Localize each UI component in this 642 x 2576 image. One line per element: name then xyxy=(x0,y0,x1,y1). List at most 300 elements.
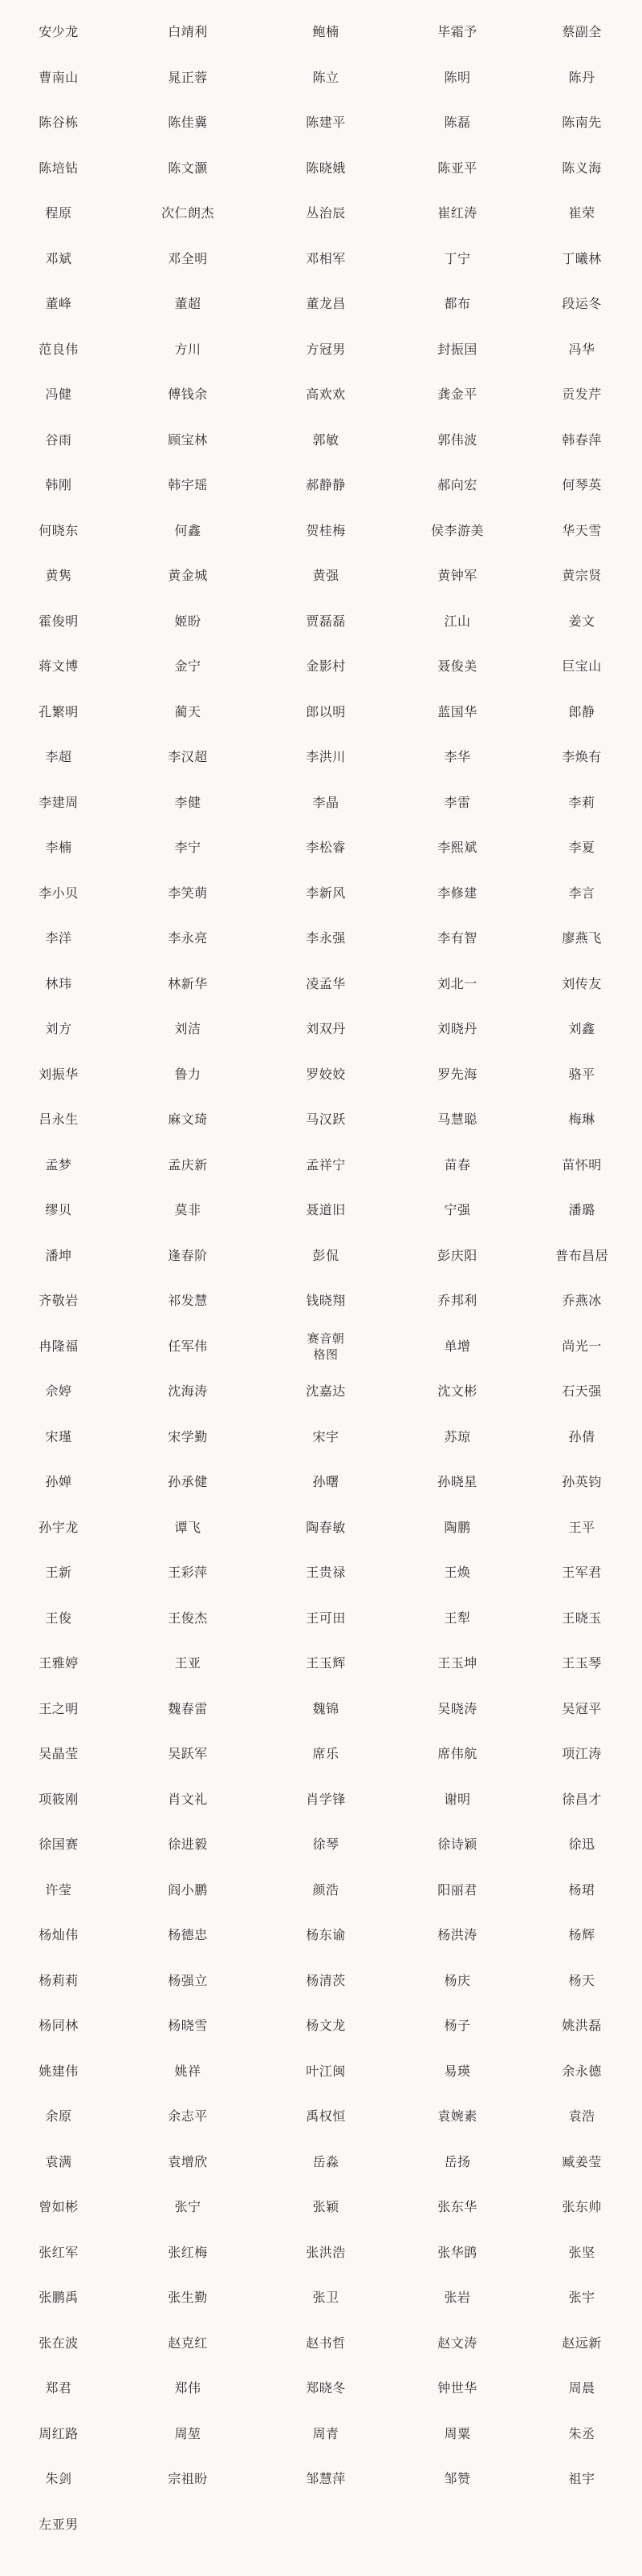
name-text: 周堃 xyxy=(174,2425,201,2441)
name-cell xyxy=(117,191,258,237)
name-text: 杨洪涛 xyxy=(437,1927,477,1943)
name-text: 贡发芹 xyxy=(562,387,602,403)
name-cell xyxy=(393,1278,522,1324)
name-cell xyxy=(117,463,258,508)
name-text: 梅琳 xyxy=(568,1112,595,1128)
name-text: 岳淼 xyxy=(312,2153,339,2169)
name-text: 朱剑 xyxy=(45,2471,72,2487)
name-cell xyxy=(393,1505,522,1551)
name-text: 许莹 xyxy=(45,1881,72,1898)
name-cell xyxy=(522,1641,642,1687)
name-text: 麻文琦 xyxy=(168,1112,208,1128)
name-text: 王俊 xyxy=(45,1610,72,1626)
name-cell xyxy=(522,1868,642,1914)
name-text: 宋宇 xyxy=(312,1428,339,1444)
name-text: 崔荣 xyxy=(568,205,595,221)
name-cell xyxy=(0,871,117,917)
name-cell xyxy=(522,2366,642,2412)
name-cell xyxy=(522,1505,642,1551)
name-cell xyxy=(393,553,522,599)
name-cell xyxy=(393,1007,522,1052)
name-text: 杨天 xyxy=(568,1972,595,1988)
name-text: 李汉超 xyxy=(168,749,208,765)
name-cell xyxy=(258,55,393,101)
name-cell xyxy=(117,1596,258,1642)
name-cell xyxy=(117,2140,258,2185)
name-text: 王平 xyxy=(568,1519,595,1535)
name-cell xyxy=(522,871,642,917)
name-cell xyxy=(0,825,117,871)
name-cell xyxy=(393,1822,522,1868)
name-cell xyxy=(258,1958,393,2004)
name-text: 杨晓雪 xyxy=(168,2018,208,2034)
name-cell xyxy=(258,1143,393,1189)
name-text: 鲁力 xyxy=(174,1066,201,1082)
name-cell xyxy=(0,2275,117,2321)
name-text: 郑晓冬 xyxy=(306,2380,346,2396)
name-text: 陈亚平 xyxy=(437,160,477,176)
name-cell xyxy=(0,1868,117,1914)
name-cell xyxy=(117,2003,258,2049)
name-cell xyxy=(522,1052,642,1098)
name-cell xyxy=(117,1868,258,1914)
name-text: 肖文礼 xyxy=(168,1791,208,1807)
name-cell xyxy=(258,916,393,962)
name-cell xyxy=(258,191,393,237)
name-cell xyxy=(0,2412,117,2457)
name-text: 朱丞 xyxy=(568,2425,595,2441)
name-cell xyxy=(522,463,642,508)
name-text: 林玮 xyxy=(45,975,72,991)
name-text: 刘方 xyxy=(45,1021,72,1037)
name-cell xyxy=(522,100,642,146)
name-text: 张红梅 xyxy=(168,2244,208,2260)
name-cell xyxy=(258,690,393,735)
name-text: 郝静静 xyxy=(306,477,346,493)
name-cell xyxy=(258,418,393,464)
name-text: 王焕 xyxy=(444,1565,471,1581)
name-text: 范良伟 xyxy=(39,341,79,357)
name-text: 孟梦 xyxy=(45,1156,72,1173)
name-cell xyxy=(522,690,642,735)
name-cell xyxy=(0,1415,117,1460)
name-text: 张岩 xyxy=(444,2290,471,2306)
name-cell xyxy=(0,1460,117,1505)
name-text: 徐诗颖 xyxy=(437,1837,477,1853)
name-text: 马慧聪 xyxy=(437,1112,477,1128)
name-text: 顾宝林 xyxy=(168,431,208,448)
name-text: 金影村 xyxy=(306,658,346,674)
name-cell xyxy=(393,508,522,554)
name-cell xyxy=(117,237,258,282)
name-text: 李超 xyxy=(45,749,72,765)
name-cell xyxy=(522,825,642,871)
name-cell xyxy=(258,1822,393,1868)
name-text: 蔺天 xyxy=(174,703,201,719)
name-cell xyxy=(117,1505,258,1551)
name-text: 王犁 xyxy=(444,1610,471,1626)
name-cell xyxy=(522,237,642,282)
name-text: 巨宝山 xyxy=(562,658,602,674)
name-cell xyxy=(393,418,522,464)
name-text: 易瑛 xyxy=(444,2063,471,2079)
name-cell xyxy=(258,1007,393,1052)
name-text: 杨强立 xyxy=(168,1972,208,1988)
name-cell xyxy=(258,10,393,55)
name-cell xyxy=(393,599,522,645)
name-cell xyxy=(393,1052,522,1098)
name-cell xyxy=(258,1732,393,1777)
name-text: 鲍楠 xyxy=(312,24,339,40)
name-cell xyxy=(117,1822,258,1868)
name-text: 赛音朝格图 xyxy=(307,1331,345,1362)
name-cell xyxy=(522,1596,642,1642)
name-cell xyxy=(522,780,642,826)
name-text: 陈南先 xyxy=(562,115,602,131)
name-text: 彭庆阳 xyxy=(437,1247,477,1263)
name-cell xyxy=(117,100,258,146)
name-text: 逢春阶 xyxy=(168,1247,208,1263)
name-text: 乔邦利 xyxy=(437,1293,477,1309)
name-cell xyxy=(0,2321,117,2367)
name-cell xyxy=(258,644,393,690)
name-text: 邹赞 xyxy=(444,2471,471,2487)
name-cell xyxy=(522,1324,642,1370)
name-cell xyxy=(393,1596,522,1642)
name-text: 赵远新 xyxy=(562,2335,602,2351)
name-cell xyxy=(0,644,117,690)
name-cell xyxy=(258,2185,393,2230)
name-text: 骆平 xyxy=(568,1066,595,1082)
name-cell xyxy=(0,735,117,780)
name-text: 彭侃 xyxy=(312,1247,339,1263)
name-text: 高欢欢 xyxy=(306,387,346,403)
name-text: 李洋 xyxy=(45,930,72,946)
name-text: 罗姣姣 xyxy=(306,1066,346,1082)
name-cell xyxy=(522,418,642,464)
name-text: 张卫 xyxy=(312,2290,339,2306)
name-cell xyxy=(117,1641,258,1687)
name-cell xyxy=(117,1143,258,1189)
name-text: 贺桂梅 xyxy=(306,522,346,538)
name-cell xyxy=(393,871,522,917)
name-cell xyxy=(258,1687,393,1732)
name-text: 王新 xyxy=(45,1565,72,1581)
name-cell xyxy=(522,2049,642,2095)
name-text: 吴冠平 xyxy=(562,1700,602,1716)
name-text: 吴晶莹 xyxy=(39,1746,79,1762)
name-cell xyxy=(117,2457,258,2502)
name-text: 姜文 xyxy=(568,613,595,629)
name-cell xyxy=(522,2003,642,2049)
name-cell xyxy=(522,1460,642,1505)
name-cell xyxy=(393,1324,522,1370)
name-cell xyxy=(117,1233,258,1279)
name-text: 邓全明 xyxy=(168,250,208,266)
name-text: 邓相军 xyxy=(306,250,346,266)
name-text: 袁浩 xyxy=(568,2108,595,2124)
name-text: 霍俊明 xyxy=(39,613,79,629)
name-cell xyxy=(117,1732,258,1777)
name-cell xyxy=(258,100,393,146)
name-text: 郎以明 xyxy=(306,703,346,719)
name-cell xyxy=(522,1143,642,1189)
name-text: 任军伟 xyxy=(168,1338,208,1354)
name-text: 姚建伟 xyxy=(39,2063,79,2079)
name-cell xyxy=(117,690,258,735)
name-cell xyxy=(393,1958,522,2004)
name-cell xyxy=(393,281,522,327)
name-cell xyxy=(117,146,258,192)
name-cell xyxy=(0,1822,117,1868)
name-cell xyxy=(0,1505,117,1551)
name-cell xyxy=(258,2230,393,2276)
name-text: 魏锦 xyxy=(312,1700,339,1716)
name-text: 孔繁明 xyxy=(39,703,79,719)
name-text: 苗怀明 xyxy=(562,1156,602,1173)
name-text: 傅钱余 xyxy=(168,387,208,403)
name-cell xyxy=(0,2140,117,2185)
name-text: 孟庆新 xyxy=(168,1156,208,1173)
name-cell xyxy=(258,962,393,1007)
name-text: 董超 xyxy=(174,296,201,312)
name-text: 吴跃军 xyxy=(168,1746,208,1762)
name-text: 杨子 xyxy=(444,2018,471,2034)
name-cell xyxy=(117,1913,258,1958)
name-text: 张颖 xyxy=(312,2199,339,2215)
name-text: 刘洁 xyxy=(174,1021,201,1037)
name-text: 陈义海 xyxy=(562,160,602,176)
name-text: 何鑫 xyxy=(174,522,201,538)
name-cell xyxy=(258,372,393,418)
name-text: 杨同林 xyxy=(39,2018,79,2034)
name-text: 张洪浩 xyxy=(306,2244,346,2260)
name-text: 宋学勤 xyxy=(168,1428,208,1444)
name-text: 李建周 xyxy=(39,794,79,810)
name-text: 王军君 xyxy=(562,1565,602,1581)
name-text: 佘婷 xyxy=(45,1383,72,1399)
name-text: 李楠 xyxy=(45,840,72,856)
name-cell xyxy=(522,1958,642,2004)
name-cell xyxy=(0,1007,117,1052)
name-text: 颜浩 xyxy=(312,1881,339,1898)
name-text: 席乐 xyxy=(312,1746,339,1762)
name-text: 姚洪磊 xyxy=(562,2018,602,2034)
name-text: 孙晓星 xyxy=(437,1474,477,1490)
name-cell xyxy=(522,553,642,599)
name-cell xyxy=(0,463,117,508)
name-cell xyxy=(522,191,642,237)
name-cell xyxy=(0,1188,117,1233)
name-text: 乔燕冰 xyxy=(562,1293,602,1309)
name-cell xyxy=(522,599,642,645)
name-text: 杨辉 xyxy=(568,1927,595,1943)
name-text: 祁发慧 xyxy=(168,1293,208,1309)
name-cell xyxy=(0,2230,117,2276)
name-text: 韩刚 xyxy=(45,477,72,493)
name-text: 何晓东 xyxy=(39,522,79,538)
name-cell xyxy=(393,2321,522,2367)
name-cell xyxy=(393,1641,522,1687)
name-text: 阳丽君 xyxy=(437,1881,477,1898)
name-cell xyxy=(0,146,117,192)
name-cell xyxy=(393,1460,522,1505)
name-cell xyxy=(0,418,117,464)
name-cell xyxy=(117,2275,258,2321)
name-text: 张华鹍 xyxy=(437,2244,477,2260)
name-cell xyxy=(258,237,393,282)
name-text: 徐琴 xyxy=(312,1837,339,1853)
name-text: 沈海涛 xyxy=(168,1383,208,1399)
name-cell xyxy=(117,599,258,645)
name-text: 赵克红 xyxy=(168,2335,208,2351)
name-text: 钟世华 xyxy=(437,2380,477,2396)
name-cell xyxy=(393,10,522,55)
name-text: 缪贝 xyxy=(45,1202,72,1218)
name-cell xyxy=(522,2140,642,2185)
name-cell xyxy=(522,2457,642,2502)
name-text: 宁强 xyxy=(444,1202,471,1218)
name-cell xyxy=(522,1550,642,1596)
name-text: 黄强 xyxy=(312,568,339,584)
name-cell xyxy=(0,1233,117,1279)
name-text: 周粟 xyxy=(444,2425,471,2441)
name-cell xyxy=(522,1188,642,1233)
name-cell xyxy=(522,281,642,327)
name-cell xyxy=(0,2457,117,2502)
name-text: 王玉辉 xyxy=(306,1655,346,1671)
name-cell xyxy=(258,735,393,780)
name-cell xyxy=(0,1369,117,1415)
name-text: 杨莉莉 xyxy=(39,1972,79,1988)
name-cell xyxy=(522,2412,642,2457)
name-text: 莫非 xyxy=(174,1202,201,1218)
name-cell xyxy=(258,1505,393,1551)
name-cell xyxy=(0,10,117,55)
name-cell xyxy=(522,1822,642,1868)
name-text: 潘璐 xyxy=(568,1202,595,1218)
name-text: 岳扬 xyxy=(444,2153,471,2169)
name-text: 杨灿伟 xyxy=(39,1927,79,1943)
name-cell xyxy=(522,1913,642,1958)
name-text: 陈明 xyxy=(444,69,471,85)
name-cell xyxy=(117,2412,258,2457)
name-cell xyxy=(393,2275,522,2321)
name-cell xyxy=(393,2140,522,2185)
name-text: 侯李游美 xyxy=(430,522,484,538)
name-cell xyxy=(117,1415,258,1460)
name-cell xyxy=(0,2003,117,2049)
name-cell xyxy=(258,1278,393,1324)
name-cell xyxy=(522,2275,642,2321)
name-text: 席伟航 xyxy=(437,1746,477,1762)
name-cell xyxy=(0,327,117,373)
name-cell xyxy=(258,2412,393,2457)
name-text: 陶春敏 xyxy=(306,1519,346,1535)
name-cell xyxy=(258,1097,393,1143)
name-cell xyxy=(258,1324,393,1370)
name-text: 黄钟军 xyxy=(437,568,477,584)
name-text: 杨东谕 xyxy=(306,1927,346,1943)
name-cell xyxy=(0,100,117,146)
name-cell xyxy=(393,962,522,1007)
name-text: 刘晓丹 xyxy=(437,1021,477,1037)
name-cell xyxy=(393,2412,522,2457)
name-text: 晁正蓉 xyxy=(168,69,208,85)
name-text: 马汉跃 xyxy=(306,1112,346,1128)
name-text: 陈文灏 xyxy=(168,160,208,176)
name-cell xyxy=(117,2094,258,2140)
name-cell xyxy=(0,2185,117,2230)
name-cell xyxy=(258,780,393,826)
name-cell xyxy=(258,2003,393,2049)
name-text: 安少龙 xyxy=(39,24,79,40)
name-text: 苏琼 xyxy=(444,1428,471,1444)
name-text: 李宁 xyxy=(174,840,201,856)
name-text: 李笑萌 xyxy=(168,885,208,901)
name-text: 余志平 xyxy=(168,2108,208,2124)
name-text: 李言 xyxy=(568,885,595,901)
name-cell xyxy=(522,146,642,192)
name-cell xyxy=(0,1777,117,1823)
name-text: 冯健 xyxy=(45,387,72,403)
name-text: 丛治辰 xyxy=(306,205,346,221)
name-cell xyxy=(258,281,393,327)
name-text: 江山 xyxy=(444,613,471,629)
name-text: 袁增欣 xyxy=(168,2153,208,2169)
name-text: 李莉 xyxy=(568,794,595,810)
name-cell xyxy=(393,1188,522,1233)
name-text: 孙婵 xyxy=(45,1474,72,1490)
name-cell xyxy=(393,1868,522,1914)
name-text: 阎小鹏 xyxy=(168,1881,208,1898)
name-text: 陈培钻 xyxy=(39,160,79,176)
name-text: 赵书哲 xyxy=(306,2335,346,2351)
name-cell xyxy=(393,327,522,373)
name-text: 聂道旧 xyxy=(306,1202,346,1218)
name-text: 韩春萍 xyxy=(562,431,602,448)
name-cell xyxy=(258,327,393,373)
name-text: 尚光一 xyxy=(562,1338,602,1354)
name-cell xyxy=(117,916,258,962)
name-text: 郭伟波 xyxy=(437,431,477,448)
name-cell xyxy=(258,1188,393,1233)
name-text: 董峰 xyxy=(45,296,72,312)
name-cell xyxy=(258,1596,393,1642)
name-text: 钱晓翔 xyxy=(306,1293,346,1309)
name-cell xyxy=(117,1550,258,1596)
name-cell xyxy=(393,780,522,826)
name-text: 陈建平 xyxy=(306,115,346,131)
name-cell xyxy=(117,10,258,55)
name-text: 禹权恒 xyxy=(306,2108,346,2124)
name-text: 王贵禄 xyxy=(306,1565,346,1581)
name-cell xyxy=(0,690,117,735)
name-text: 沈嘉达 xyxy=(306,1383,346,1399)
name-cell xyxy=(117,2230,258,2276)
name-cell xyxy=(117,780,258,826)
name-cell xyxy=(0,1596,117,1642)
name-cell xyxy=(393,55,522,101)
name-text: 张在波 xyxy=(39,2335,79,2351)
name-cell xyxy=(522,327,642,373)
name-text: 杨珺 xyxy=(568,1881,595,1898)
name-cell xyxy=(393,1687,522,1732)
name-cell xyxy=(0,2366,117,2412)
name-text: 蔡副全 xyxy=(562,24,602,40)
name-cell xyxy=(0,1052,117,1098)
name-text: 姬盼 xyxy=(174,613,201,629)
